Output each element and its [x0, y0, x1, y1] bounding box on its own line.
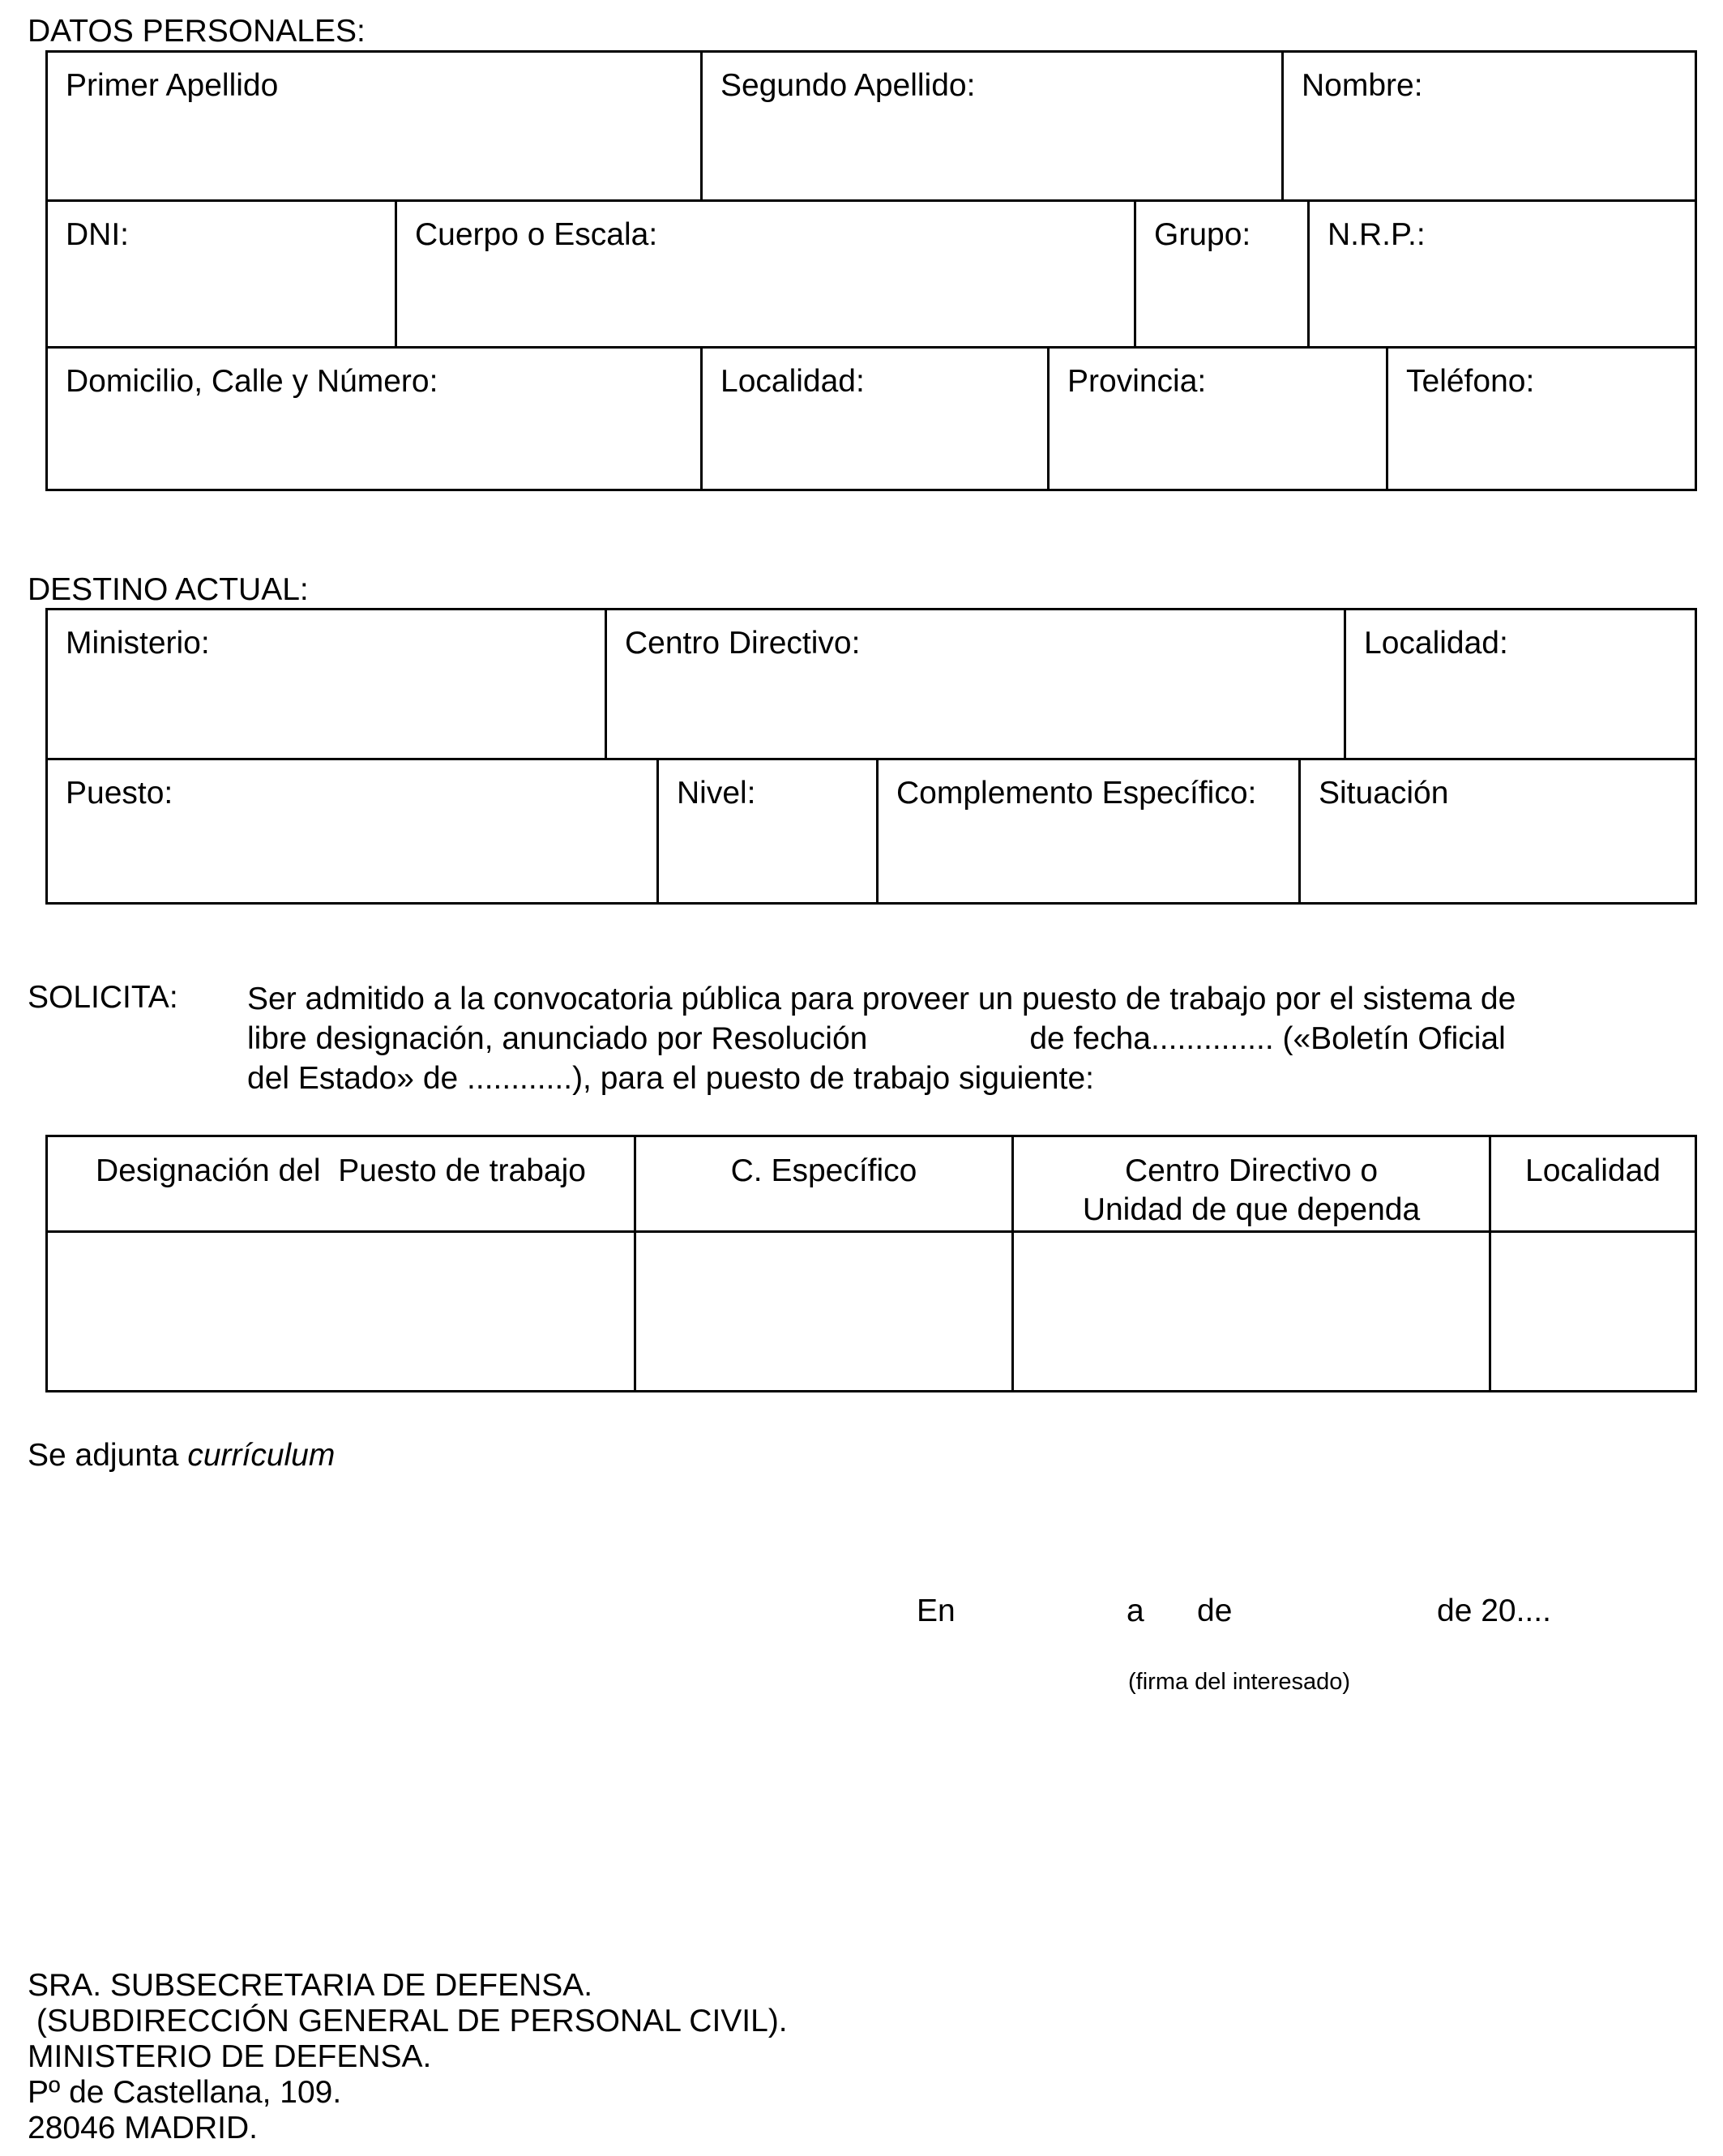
field-localidad[interactable] [700, 349, 1047, 489]
label-complemento: Complemento Específico: [896, 776, 1257, 811]
field-segundo-apellido[interactable] [700, 53, 1281, 199]
label-ministerio: Ministerio: [66, 626, 210, 661]
solicita-line-2-b: de fecha.............. («Boletín Oficial [1029, 1021, 1506, 1056]
personal-data-table [45, 50, 1697, 491]
firma-en: En [917, 1593, 956, 1628]
label-puesto: Puesto: [66, 776, 173, 811]
address-line-4: Pº de Castellana, 109. [28, 2075, 342, 2110]
label-grupo: Grupo: [1154, 217, 1251, 252]
label-primer-apellido: Primer Apellido [66, 68, 279, 103]
adjunta-prefix: Se adjunta [28, 1438, 188, 1473]
personal-row-1 [48, 53, 1695, 199]
field-nivel[interactable] [656, 760, 876, 902]
field-centro-directivo[interactable] [605, 610, 1344, 758]
label-localidad: Localidad: [720, 364, 865, 399]
solicita-line-2 [247, 1019, 1516, 1059]
label-segundo-apellido: Segundo Apellido: [720, 68, 976, 103]
address-line-1: SRA. SUBSECRETARIA DE DEFENSA. [28, 1968, 593, 2003]
header-c-especifico [634, 1137, 1011, 1230]
destino-row-1 [48, 610, 1695, 758]
label-situacion: Situación [1319, 776, 1449, 811]
field-dni[interactable] [48, 202, 395, 346]
address-line-5: 28046 MADRID. [28, 2111, 258, 2145]
field-provincia[interactable] [1047, 349, 1386, 489]
solicita-line-3: del Estado» de ............), para el puesto de trabajo siguiente: [247, 1061, 1094, 1096]
cell-centro-directivo[interactable] [1011, 1233, 1489, 1390]
cell-localidad[interactable] [1489, 1233, 1695, 1390]
field-telefono[interactable] [1386, 349, 1695, 489]
personal-row-2 [48, 199, 1695, 346]
section-title-datos-personales: DATOS PERSONALES: [28, 14, 366, 49]
field-primer-apellido[interactable] [48, 53, 700, 199]
header-centro-directivo-line-2: Unidad de que dependa [1082, 1192, 1421, 1227]
header-c-especifico-text: C. Específico [730, 1153, 917, 1188]
adjunta-line [28, 1437, 335, 1475]
field-ministerio[interactable] [48, 610, 605, 758]
puesto-table-header [48, 1137, 1695, 1230]
header-localidad-text: Localidad [1525, 1153, 1661, 1188]
field-domicilio[interactable] [48, 349, 700, 489]
firma-de-2: de 20.... [1437, 1593, 1551, 1628]
puesto-table-row [48, 1230, 1695, 1390]
field-nrp[interactable] [1307, 202, 1695, 346]
field-puesto[interactable] [48, 760, 656, 902]
solicita-line-1: Ser admitido a la convocatoria pública para proveer un puesto de trabajo por el sistema de [247, 982, 1516, 1016]
header-centro-directivo [1011, 1137, 1489, 1230]
field-nombre[interactable] [1281, 53, 1695, 199]
field-grupo[interactable] [1134, 202, 1307, 346]
solicita-label: SOLICITA: [28, 980, 178, 1015]
address-line-3: MINISTERIO DE DEFENSA. [28, 2039, 432, 2074]
cell-designacion[interactable] [48, 1233, 634, 1390]
destino-row-2 [48, 758, 1695, 902]
label-provincia: Provincia: [1067, 364, 1207, 399]
header-localidad [1489, 1137, 1695, 1230]
label-dni: DNI: [66, 217, 129, 252]
cell-c-especifico[interactable] [634, 1233, 1011, 1390]
label-destino-localidad: Localidad: [1364, 626, 1508, 661]
puesto-table [45, 1135, 1697, 1392]
label-nivel: Nivel: [677, 776, 756, 811]
field-destino-localidad[interactable] [1344, 610, 1695, 758]
firma-de-1: de [1197, 1593, 1233, 1628]
field-complemento[interactable] [876, 760, 1298, 902]
personal-row-3 [48, 346, 1695, 489]
label-cuerpo-escala: Cuerpo o Escala: [415, 217, 658, 252]
label-nombre: Nombre: [1302, 68, 1423, 103]
header-centro-directivo-line-1: Centro Directivo o [1124, 1153, 1379, 1188]
header-designacion [48, 1137, 634, 1230]
solicita-line-2-a: libre designación, anunciado por Resolución [247, 1021, 868, 1056]
firma-nota: (firma del interesado) [1128, 1669, 1350, 1695]
label-nrp: N.R.P.: [1328, 217, 1426, 252]
header-designacion-text: Designación del Puesto de trabajo [96, 1153, 586, 1188]
field-cuerpo-escala[interactable] [395, 202, 1134, 346]
section-title-destino-actual: DESTINO ACTUAL: [28, 572, 309, 607]
firma-a: a [1127, 1593, 1144, 1628]
label-centro-directivo: Centro Directivo: [625, 626, 861, 661]
field-situacion[interactable] [1298, 760, 1695, 902]
address-block [28, 1968, 788, 2146]
label-domicilio: Domicilio, Calle y Número: [66, 364, 438, 399]
destino-table [45, 608, 1697, 905]
adjunta-curriculum: currículum [187, 1438, 336, 1473]
solicita-text [247, 979, 1516, 1098]
label-telefono: Teléfono: [1406, 364, 1535, 399]
address-line-2: (SUBDIRECCIÓN GENERAL DE PERSONAL CIVIL). [28, 2004, 788, 2038]
